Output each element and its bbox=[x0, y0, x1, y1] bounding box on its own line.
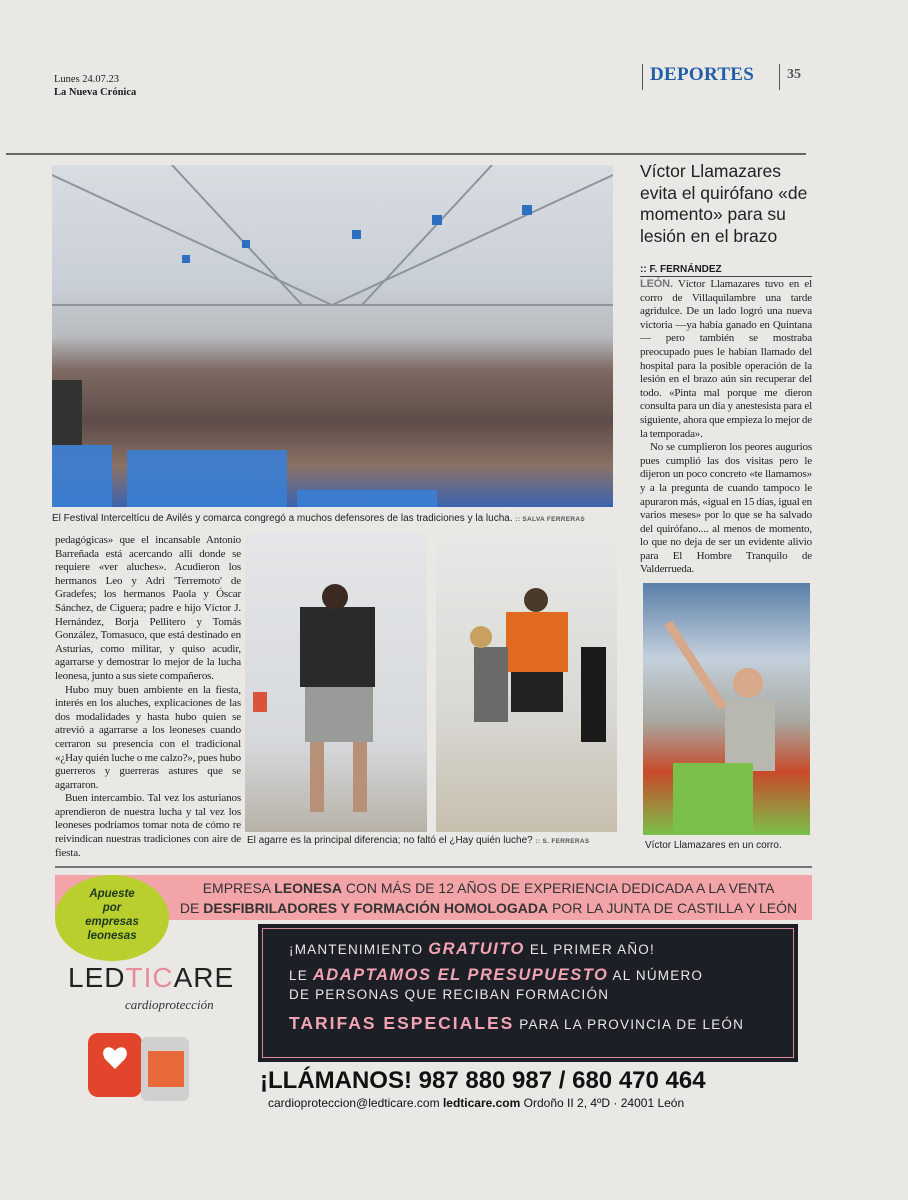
text: PARA LA PROVINCIA DE LEÓN bbox=[514, 1017, 745, 1032]
byline: :: F. FERNÁNDEZ bbox=[640, 264, 812, 277]
victor-llamazares-photo bbox=[643, 583, 810, 835]
text: EMPRESA bbox=[202, 880, 275, 896]
local-business-badge bbox=[55, 875, 169, 961]
page-header-date bbox=[54, 73, 136, 99]
sidebar-headline: Víctor Llamazares evita el quirófano «de momento» para su lesión en el brazo bbox=[640, 161, 808, 246]
address: Ordoño II 2, 4ºD · 24001 León bbox=[523, 1096, 685, 1110]
text: LE bbox=[289, 968, 313, 983]
ledticare-logo bbox=[68, 962, 234, 994]
sidebar-article-body bbox=[640, 278, 812, 577]
dateline-city: LEÓN. bbox=[640, 278, 673, 290]
left-column-body bbox=[55, 534, 241, 860]
logo-part: LED bbox=[68, 962, 126, 993]
badge-line: leonesas bbox=[87, 930, 137, 942]
paragraph: Buen intercambio. Tal vez los asturianos aprendieron de nuestra lucha y tal vez los leoneses podríamos tomar nota de cómo re reivindican nuestras tradiciones con aire de fiesta. bbox=[55, 792, 241, 859]
paragraph bbox=[640, 278, 812, 441]
text-bold: DESFIBRILADORES Y FORMACIÓN HOMOLOGADA bbox=[203, 900, 549, 916]
section-title: DEPORTES bbox=[642, 64, 754, 90]
caption-text: El agarre es la principal diferencia; no faltó el ¿Hay quién luche? bbox=[247, 835, 533, 846]
defibrillator-icon bbox=[86, 1029, 191, 1104]
offer-line-1 bbox=[289, 941, 793, 958]
main-photo-caption bbox=[52, 513, 617, 526]
phone-numbers[interactable]: ¡LLÁMANOS! 987 880 987 / 680 470 464 bbox=[260, 1067, 706, 1094]
photo-credit: :: SALVA FERRERAS bbox=[515, 516, 586, 523]
paragraph: Hubo muy buen ambiente en la fiesta, interés en los aluches, explicaciones de las dos modalidades y hasta hubo quien se atrevió a agarrarse a los leoneses cuando cerraron su presencia con el tradicional «¿Hay quién luche o me calzo?», pues hubo guerreros y guerreras astures que se agarraron. bbox=[55, 683, 241, 791]
email-link[interactable]: cardioproteccion@ledticare.com bbox=[268, 1096, 440, 1110]
text: DE bbox=[179, 900, 204, 916]
wrestler-illustration bbox=[643, 583, 810, 835]
wrestling-children-photo bbox=[436, 532, 617, 832]
text-highlight: TARIFAS ESPECIALES bbox=[289, 1013, 515, 1033]
wrestlers-illustration bbox=[245, 532, 427, 832]
text: ¡MANTENIMIENTO bbox=[289, 942, 429, 957]
contact-line bbox=[268, 1096, 684, 1110]
middle-photos-caption bbox=[247, 835, 617, 848]
logo-tagline: cardioprotección bbox=[125, 997, 214, 1012]
text-highlight: GRATUITO bbox=[428, 940, 525, 958]
header-divider bbox=[6, 153, 806, 155]
offer-line-4 bbox=[289, 1015, 793, 1033]
ad-offer-box bbox=[258, 924, 798, 1062]
ad-divider bbox=[55, 866, 812, 868]
band-line-1 bbox=[165, 878, 812, 898]
logo-part: TIC bbox=[125, 962, 174, 993]
page-number: 35 bbox=[779, 64, 801, 90]
text: CON MÁS DE 12 AÑOS DE EXPERIENCIA DEDICADA A LA VENTA bbox=[341, 880, 775, 896]
band-line-2 bbox=[165, 898, 812, 918]
victor-photo-caption: Víctor Llamazares en un corro. bbox=[645, 840, 782, 851]
children-wrestling-illustration bbox=[436, 532, 617, 832]
text-highlight: ADAPTAMOS EL PRESUPUESTO bbox=[312, 966, 609, 984]
paragraph: pedagógicas» que el incansable Antonio Barreñada está acercando allí donde se requiere «ver aluches». Acudieron los hermanos Leo y Adri 'Terremoto' de Gradefes; los hermanos Paola y Óscar Sánchez, de Ciguera; padre e hijo Víctor J. Hernández, Borja Pellitero y Tomás González, Tomasuco, que está destinado en Asturias, como militar, y quiso acudir, agarrarse y demostrar lo mejor de la lucha leonesa, junto a sus siete compañeros. bbox=[55, 534, 241, 682]
main-photo-festival-tent bbox=[52, 165, 613, 507]
badge-line: empresas bbox=[85, 916, 139, 928]
badge-line: Apueste bbox=[89, 888, 135, 900]
paragraph: No se cumplieron los peores augurios pues cumplió las dos visitas pero le dijeron un poco concreto «te llamamos» y a la pregunta de cuando tampoco le apuraron más, «igual en 15 días, igual en varios meses» por lo que se ha salvado del quirófano.... al menos de momento, lo que no deja de ser un evidente alivio para El Hombre Tranquilo de Valderrueda. bbox=[640, 441, 812, 576]
website-link[interactable]: ledticare.com bbox=[442, 1096, 521, 1110]
offer-line-2 bbox=[289, 967, 793, 984]
text: AL NÚMERO bbox=[608, 968, 704, 983]
paragraph-text: Víctor Llamazares tuvo en el corro de Villaquilambre una tarde agridulce. De un lado logró una nueva victoria —ya había ganado en Quintana— pero también se mostraba preocupado pues le habían llamado del hospital para la posible operación de la lesión en el brazo aún sin recuperar del todo. «Pinta mal porque me dieron consulta para un día y anestesista para el siguiente, ahora que empieza lo mejor de la temporada». bbox=[640, 278, 813, 440]
text: POR LA JUNTA DE CASTILLA Y LEÓN bbox=[548, 900, 798, 916]
publication-name: La Nueva Crónica bbox=[54, 87, 137, 98]
photo-credit: :: S. FERRERAS bbox=[535, 838, 590, 845]
offer-line-3: DE PERSONAS QUE RECIBAN FORMACIÓN bbox=[289, 987, 610, 1002]
caption-text: El Festival Interceltícu de Avilés y comarca congregó a muchos defensores de las tradiciones y la lucha. bbox=[52, 513, 513, 524]
date: Lunes 24.07.23 bbox=[54, 74, 120, 85]
text: EL PRIMER AÑO! bbox=[524, 942, 655, 957]
badge-line: por bbox=[102, 902, 122, 914]
tent-structure-illustration bbox=[52, 165, 613, 507]
logo-part: ARE bbox=[173, 962, 235, 993]
wrestling-hug-photo bbox=[245, 532, 427, 832]
text-bold: LEONESA bbox=[274, 880, 342, 896]
defibrillator-image bbox=[86, 1029, 191, 1104]
